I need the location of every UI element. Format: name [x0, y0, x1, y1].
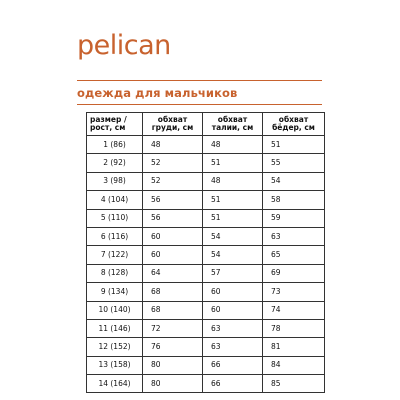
cell-size: 5 (110) — [87, 209, 143, 227]
table-row — [87, 209, 325, 227]
table-row — [87, 283, 325, 301]
cell-size: 11 (146) — [87, 319, 143, 337]
cell-size: 8 (128) — [87, 264, 143, 282]
table-row — [87, 375, 325, 393]
cell-waist: 54 — [203, 227, 263, 245]
cell-hips: 85 — [263, 375, 325, 393]
cell-chest: 56 — [143, 209, 203, 227]
cell-size: 13 (158) — [87, 356, 143, 374]
table-row — [87, 154, 325, 172]
cell-chest: 60 — [143, 227, 203, 245]
cell-hips: 84 — [263, 356, 325, 374]
cell-hips: 54 — [263, 172, 325, 190]
table-row — [87, 227, 325, 245]
cell-waist: 57 — [203, 264, 263, 282]
cell-hips: 58 — [263, 191, 325, 209]
cell-chest: 52 — [143, 172, 203, 190]
cell-chest: 60 — [143, 246, 203, 264]
cell-hips: 51 — [263, 136, 325, 154]
cell-size: 12 (152) — [87, 338, 143, 356]
cell-waist: 48 — [203, 172, 263, 190]
table-row — [87, 356, 325, 374]
cell-waist: 51 — [203, 154, 263, 172]
cell-waist: 51 — [203, 209, 263, 227]
table-row — [87, 319, 325, 337]
cell-waist: 60 — [203, 283, 263, 301]
cell-hips: 74 — [263, 301, 325, 319]
cell-waist: 54 — [203, 246, 263, 264]
table-row — [87, 136, 325, 154]
cell-hips: 81 — [263, 338, 325, 356]
cell-waist: 60 — [203, 301, 263, 319]
brand-logo: pelican — [77, 30, 171, 61]
table-row — [87, 338, 325, 356]
cell-chest: 48 — [143, 136, 203, 154]
cell-hips: 78 — [263, 319, 325, 337]
cell-waist: 63 — [203, 338, 263, 356]
header-waist: обхват талии, см — [203, 113, 263, 136]
header-size: размер / рост, см — [87, 113, 143, 136]
cell-waist: 48 — [203, 136, 263, 154]
cell-chest: 68 — [143, 283, 203, 301]
table-row — [87, 246, 325, 264]
cell-hips: 73 — [263, 283, 325, 301]
cell-hips: 59 — [263, 209, 325, 227]
divider-bottom — [77, 104, 322, 105]
header-chest: обхват груди, см — [143, 113, 203, 136]
table-header-row — [87, 113, 325, 136]
cell-size: 7 (122) — [87, 246, 143, 264]
size-chart-table — [86, 112, 325, 393]
table-row — [87, 191, 325, 209]
cell-size: 4 (104) — [87, 191, 143, 209]
cell-hips: 55 — [263, 154, 325, 172]
cell-waist: 63 — [203, 319, 263, 337]
cell-chest: 68 — [143, 301, 203, 319]
cell-waist: 66 — [203, 375, 263, 393]
header-hips: обхват бёдер, см — [263, 113, 325, 136]
table-row — [87, 301, 325, 319]
cell-size: 2 (92) — [87, 154, 143, 172]
cell-size: 3 (98) — [87, 172, 143, 190]
cell-chest: 80 — [143, 375, 203, 393]
table-row — [87, 264, 325, 282]
table-row — [87, 172, 325, 190]
cell-waist: 66 — [203, 356, 263, 374]
cell-waist: 51 — [203, 191, 263, 209]
cell-size: 6 (116) — [87, 227, 143, 245]
cell-chest: 76 — [143, 338, 203, 356]
cell-chest: 72 — [143, 319, 203, 337]
cell-hips: 69 — [263, 264, 325, 282]
cell-chest: 80 — [143, 356, 203, 374]
cell-size: 10 (140) — [87, 301, 143, 319]
cell-size: 14 (164) — [87, 375, 143, 393]
cell-size: 1 (86) — [87, 136, 143, 154]
cell-chest: 52 — [143, 154, 203, 172]
cell-hips: 65 — [263, 246, 325, 264]
cell-size: 9 (134) — [87, 283, 143, 301]
divider-top — [77, 80, 322, 81]
cell-chest: 64 — [143, 264, 203, 282]
cell-chest: 56 — [143, 191, 203, 209]
cell-hips: 63 — [263, 227, 325, 245]
section-title: одежда для мальчиков — [77, 86, 238, 100]
